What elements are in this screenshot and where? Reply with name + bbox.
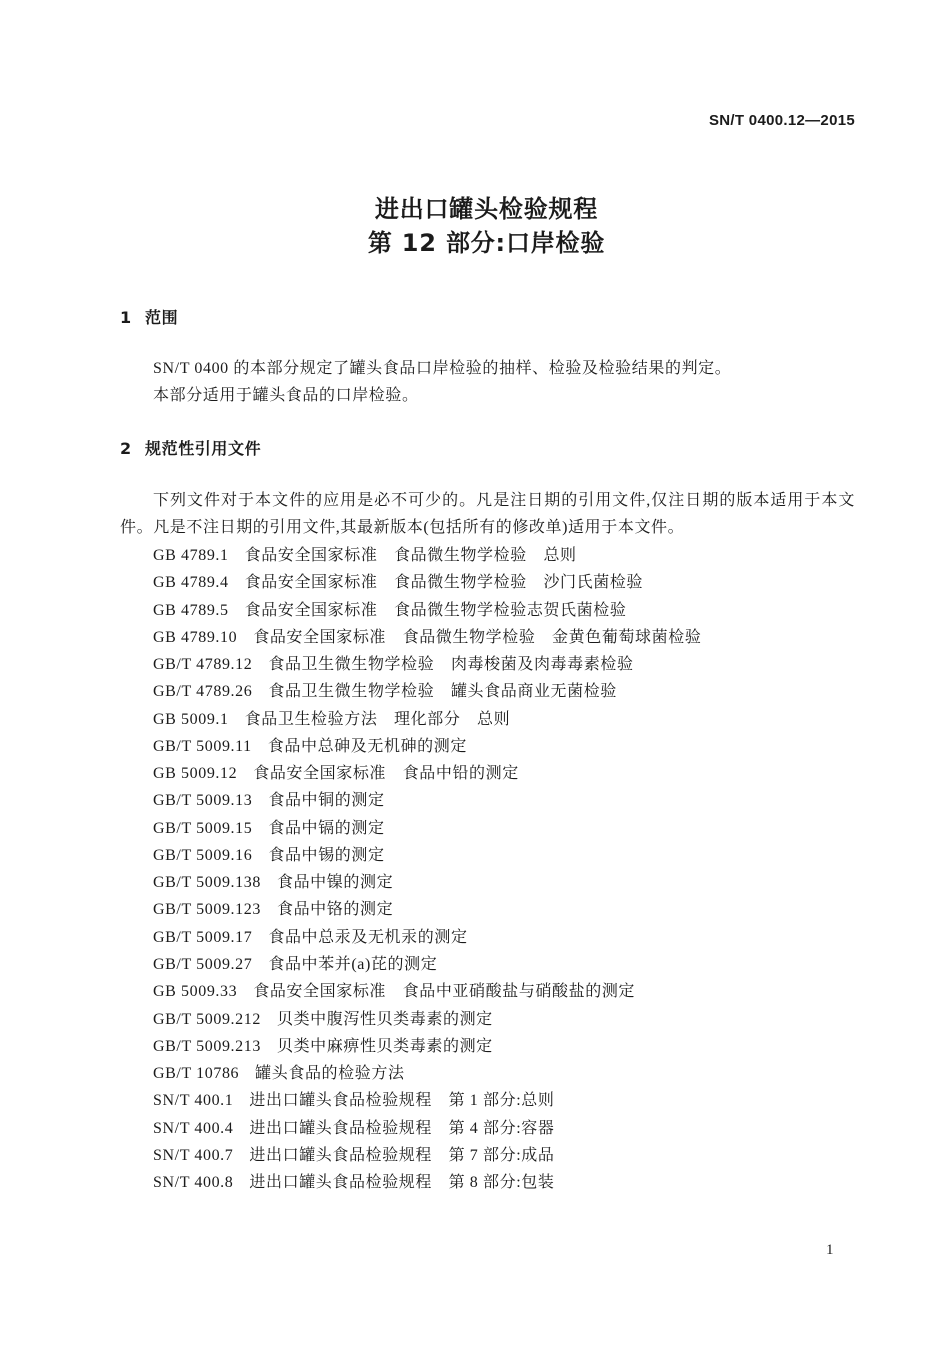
reference-title: 食品卫生微生物学检验 肉毒梭菌及肉毒毒素检验	[268, 656, 634, 674]
reference-item	[153, 733, 701, 760]
section-body-normative-references	[120, 487, 855, 542]
section-title: 范围	[145, 308, 179, 327]
reference-title: 食品安全国家标准 食品微生物学检验志贺氏菌检验	[244, 601, 627, 619]
reference-list	[153, 542, 701, 1196]
section-number: 1	[120, 308, 132, 327]
reference-title: 食品安全国家标准 食品中铅的测定	[253, 765, 519, 783]
section-number: 2	[120, 439, 132, 458]
reference-title: 进出口罐头食品检验规程 第 8 部分:包装	[249, 1174, 555, 1192]
reference-title: 食品卫生微生物学检验 罐头食品商业无菌检验	[268, 683, 617, 701]
reference-code: GB 4789.5	[153, 601, 229, 619]
reference-title: 贝类中麻痹性贝类毒素的测定	[276, 1037, 493, 1055]
reference-title: 食品安全国家标准 食品中亚硝酸盐与硝酸盐的测定	[253, 983, 636, 1001]
reference-item	[153, 896, 701, 923]
page-number: 1	[826, 1242, 834, 1258]
reference-code: GB/T 5009.212	[153, 1010, 261, 1028]
paragraph: SN/T 0400 的本部分规定了罐头食品口岸检验的抽样、检验及检验结果的判定。	[153, 360, 732, 377]
reference-title: 罐头食品的检验方法	[255, 1065, 405, 1083]
reference-item	[153, 924, 701, 951]
reference-code: GB/T 5009.123	[153, 901, 261, 919]
paragraph: 本部分适用于罐头食品的口岸检验。	[153, 387, 419, 405]
document-title-line1: 进出口罐头检验规程	[374, 195, 599, 223]
reference-item	[153, 624, 701, 651]
reference-code: GB 5009.12	[153, 765, 238, 783]
reference-code: GB 5009.33	[153, 983, 238, 1001]
reference-item	[153, 569, 701, 596]
reference-title: 食品安全国家标准 食品微生物学检验 总则	[244, 547, 577, 564]
document-code: SN/T 0400.12—2015	[708, 112, 855, 129]
reference-title: 贝类中腹泻性贝类毒素的测定	[276, 1010, 493, 1028]
reference-item	[153, 951, 701, 978]
reference-code: GB/T 5009.11	[153, 737, 252, 755]
reference-item	[153, 651, 701, 678]
reference-title: 进出口罐头食品检验规程 第 1 部分:总则	[249, 1092, 555, 1110]
reference-item	[153, 842, 701, 869]
reference-code: SN/T 400.8	[153, 1174, 234, 1192]
reference-code: GB/T 5009.17	[153, 928, 253, 946]
reference-item	[153, 1142, 701, 1169]
reference-code: GB 4789.1	[153, 547, 229, 564]
reference-title: 食品中镍的测定	[276, 874, 394, 892]
reference-item	[153, 542, 701, 569]
reference-item	[153, 1169, 701, 1196]
reference-item	[153, 760, 701, 787]
reference-code: GB/T 5009.27	[153, 955, 253, 973]
reference-code: GB/T 10786	[153, 1065, 240, 1083]
reference-code: GB/T 5009.138	[153, 874, 261, 892]
reference-item	[153, 787, 701, 814]
reference-item	[153, 815, 701, 842]
reference-code: GB 5009.1	[153, 710, 229, 728]
reference-item	[153, 1006, 701, 1033]
document-title	[0, 192, 950, 260]
paragraph: 下列文件对于本文件的应用是必不可少的。凡是注日期的引用文件,仅注日期的版本适用于本文件。凡是不注日期的引用文件,其最新版本(包括所有的修改单)适用于本文件。	[120, 492, 855, 537]
reference-code: SN/T 400.7	[153, 1146, 234, 1164]
reference-title: 食品安全国家标准 食品微生物学检验 金黄色葡萄球菌检验	[253, 628, 702, 646]
reference-code: GB/T 4789.12	[153, 656, 253, 674]
reference-item	[153, 678, 701, 705]
reference-title: 食品中铬的测定	[276, 901, 394, 919]
reference-title: 食品卫生检验方法 理化部分 总则	[244, 710, 511, 728]
reference-item	[153, 978, 701, 1005]
reference-code: GB/T 5009.213	[153, 1037, 261, 1055]
section-heading-scope	[120, 308, 178, 328]
reference-code: GB 4789.10	[153, 628, 238, 646]
section-heading-normative-references	[120, 439, 261, 459]
reference-title: 食品中苯并(a)芘的测定	[268, 955, 438, 973]
reference-code: GB/T 4789.26	[153, 683, 253, 701]
document-title-line2: 第 12 部分:口岸检验	[367, 229, 606, 257]
reference-code: GB/T 5009.15	[153, 819, 253, 837]
reference-item	[153, 1115, 701, 1142]
reference-code: GB/T 5009.13	[153, 792, 253, 810]
reference-item	[153, 1060, 701, 1087]
reference-code: SN/T 400.4	[153, 1119, 234, 1137]
reference-item	[153, 1087, 701, 1114]
reference-title: 食品中总砷及无机砷的测定	[267, 737, 467, 755]
section-body-scope	[120, 355, 855, 410]
reference-title: 食品安全国家标准 食品微生物学检验 沙门氏菌检验	[244, 574, 644, 592]
reference-title: 食品中锡的测定	[268, 846, 385, 864]
reference-title: 食品中铜的测定	[268, 792, 385, 810]
reference-title: 进出口罐头食品检验规程 第 7 部分:成品	[249, 1146, 555, 1164]
reference-title: 食品中总汞及无机汞的测定	[268, 928, 468, 946]
reference-code: GB/T 5009.16	[153, 846, 253, 864]
reference-code: SN/T 400.1	[153, 1092, 234, 1110]
reference-title: 食品中镉的测定	[268, 819, 385, 837]
reference-item	[153, 1033, 701, 1060]
section-title: 规范性引用文件	[145, 439, 262, 458]
reference-title: 进出口罐头食品检验规程 第 4 部分:容器	[249, 1119, 555, 1137]
reference-item	[153, 706, 701, 733]
reference-item	[153, 869, 701, 896]
reference-item	[153, 597, 701, 624]
reference-code: GB 4789.4	[153, 574, 229, 592]
